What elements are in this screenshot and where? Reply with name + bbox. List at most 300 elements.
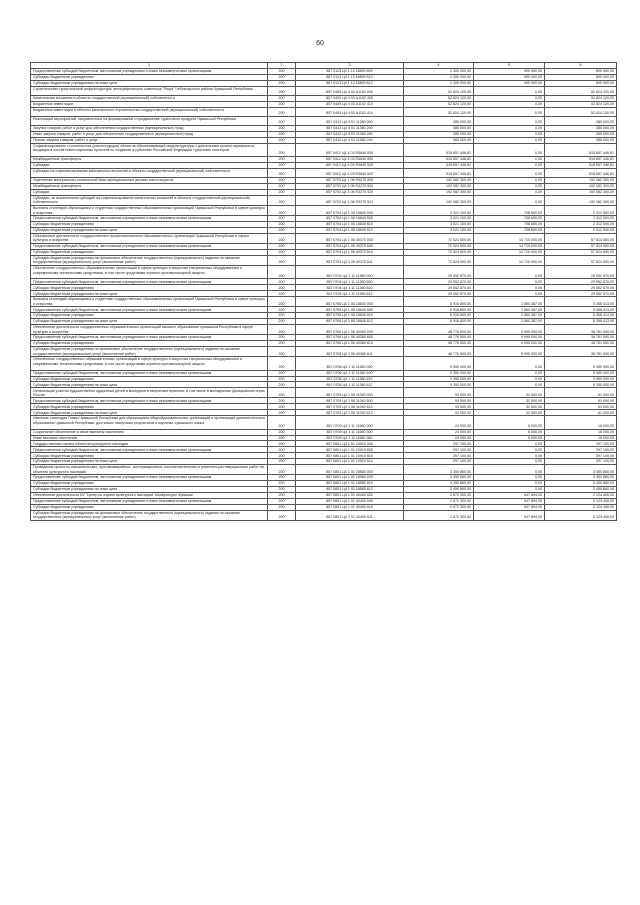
- row-amount-first: 0,00: [474, 137, 545, 143]
- row-description: Субсидии: [31, 189, 268, 195]
- row-amount-second: 5 356 413,00: [545, 297, 617, 307]
- row-amount-total: 9 350 000,00: [404, 370, 474, 376]
- row-budget-code: 857 0704 Ц4 1 06 40370 610: [296, 249, 404, 255]
- row-description: Субсидии бюджетным учреждениям на финансовое обеспечение государственного (муниципального) задания на оказание государственных (муниципальных) услуг (выполнение работ): [31, 346, 268, 356]
- row-description: Субсидии бюджетным учреждениям на иные цели: [31, 459, 268, 465]
- row-budget-code: 857 0703 Ц4 1 06 R3270 521: [296, 195, 404, 205]
- row-admin-code: 200: [268, 178, 296, 184]
- row-admin-code: 200: [268, 459, 296, 465]
- row-amount-first: 0,00: [474, 285, 545, 291]
- row-admin-code: 200: [268, 335, 296, 341]
- table-row: [31, 510, 617, 520]
- row-amount-second: 61 000,00: [545, 404, 617, 410]
- row-budget-code: 857 0706 Ц4 1 06 18840 000: [296, 297, 404, 307]
- row-budget-code: 857 0113 Ц4 1 13 18800 612: [296, 80, 404, 86]
- table-row: [31, 168, 617, 177]
- row-amount-total: 48 776 500,00: [404, 341, 474, 347]
- row-description: Организация участия художественно одаренных детей и молодежи в творческих проектах, в том числе в молодежных Дельфийских играх России: [31, 388, 268, 398]
- row-admin-code: 200: [268, 346, 296, 356]
- row-admin-code: 200: [268, 410, 296, 416]
- row-admin-code: 200: [268, 313, 296, 319]
- row-description: Бюджетные инвестиции: [31, 101, 268, 107]
- row-amount-first: 547 894,00: [474, 498, 545, 504]
- row-description: Обеспечение деятельности БУ "Центр по охране культурного наследия" Минкультуры Чувашии: [31, 492, 268, 498]
- row-budget-code: 857 0412 Ц4 4 03 R3840 500: [296, 157, 404, 163]
- row-budget-code: 857 0704 Ц4 1 06 18840 000: [296, 205, 404, 215]
- table-row: [31, 107, 617, 116]
- row-amount-second: 192 082 300,00: [545, 178, 617, 184]
- row-amount-second: 3 450 860,00: [545, 475, 617, 481]
- row-budget-code: 857 0409 Ц4 4 03 А1102 414: [296, 107, 404, 116]
- row-amount-total: 24 000,00: [404, 416, 474, 430]
- column-number: 6: [545, 63, 617, 69]
- row-amount-second: 3 450 860,00: [545, 481, 617, 487]
- row-amount-second: 52 824 120,00: [545, 86, 617, 95]
- row-budget-code: 857 0704 Ц4 1 11 11380 610: [296, 285, 404, 291]
- row-budget-code: 857 0409 Ц4 4 03 А1102 410: [296, 101, 404, 107]
- row-description: Межбюджетные трансферты: [31, 157, 268, 163]
- row-amount-second: 18 000,00: [545, 429, 617, 435]
- row-amount-second: 9 350 000,00: [545, 382, 617, 388]
- row-amount-second: 52 824 120,00: [545, 107, 617, 116]
- row-admin-code: 200: [268, 382, 296, 388]
- row-amount-second: 9 350 000,00: [545, 357, 617, 371]
- row-amount-second: 2 124 406,00: [545, 492, 617, 498]
- row-amount-second: 29 552 870,00: [545, 265, 617, 279]
- row-amount-total: 3 021 100,00: [404, 227, 474, 233]
- row-description: Предоставление субсидий бюджетным, автономным учреждениям и иным некоммерческим организациям: [31, 370, 268, 376]
- row-amount-total: 9 350 000,00: [404, 357, 474, 371]
- row-amount-first: 14 710 000,00: [474, 255, 545, 265]
- row-admin-code: 200: [268, 205, 296, 215]
- row-amount-first: 0,00: [474, 453, 545, 459]
- row-description: Субсидии бюджетным учреждениям: [31, 221, 268, 227]
- row-budget-code: 857 0409 Ц4 4 03 А1102 400: [296, 95, 404, 101]
- row-description: Государственная охрана объектов культурного наследия: [31, 441, 268, 447]
- row-amount-first: 0,00: [474, 162, 545, 168]
- table-row: [31, 255, 617, 265]
- row-description: Субсидии бюджетным учреждениям на иные цели: [31, 410, 268, 416]
- row-admin-code: 200: [268, 183, 296, 189]
- row-admin-code: 200: [268, 221, 296, 227]
- row-budget-code: 857 0113 Ц4 1 13 18800 600: [296, 68, 404, 74]
- row-description: Обеспечение государственных образовательных организаций в сфере культуры и искусства специальным оборудованием и современными техническими средствами, в том числе средствами охранно-противопожарной защиты: [31, 357, 268, 371]
- column-number: 5: [474, 63, 545, 69]
- row-admin-code: 200: [268, 441, 296, 447]
- row-amount-second: 515 657 446,81: [545, 168, 617, 177]
- row-description: Предоставление субсидий бюджетным, автономным учреждениям и иным некоммерческим организациям: [31, 447, 268, 453]
- table-row: [31, 357, 617, 371]
- row-amount-second: 385 000,00: [545, 137, 617, 143]
- row-amount-first: 32 500,00: [474, 388, 545, 398]
- row-admin-code: 200: [268, 107, 296, 116]
- row-amount-first: 9 995 000,00: [474, 346, 545, 356]
- row-amount-second: 57 814 500,00: [545, 233, 617, 243]
- row-amount-second: 297 100,00: [545, 453, 617, 459]
- row-amount-total: 515 657 446,81: [404, 162, 474, 168]
- row-description: Субсидии: [31, 162, 268, 168]
- row-amount-first: 14 710 000,00: [474, 249, 545, 255]
- row-description: Субсидии бюджетным учреждениям на иные цели: [31, 382, 268, 388]
- row-amount-total: 297 100,00: [404, 453, 474, 459]
- table-row: [31, 346, 617, 356]
- row-amount-total: 1 200 000,00: [404, 68, 474, 74]
- row-amount-first: 6 000,00: [474, 416, 545, 430]
- row-description: Обеспечение государственных образовательных организаций в сфере культуры и искусства специальным оборудованием и современными техническими средствами, в том числе средствами охранно-противопожарной защиты: [31, 265, 268, 279]
- row-budget-code: 857 0801 Ц4 1 01 10910 610: [296, 453, 404, 459]
- row-amount-first: 400 000,00: [474, 80, 545, 86]
- row-amount-second: 57 814 500,00: [545, 243, 617, 249]
- row-amount-first: 547 894,00: [474, 504, 545, 510]
- row-admin-code: 200: [268, 168, 296, 177]
- row-amount-first: 14 710 000,00: [474, 233, 545, 243]
- row-admin-code: 200: [268, 279, 296, 285]
- row-amount-total: 385 000,00: [404, 125, 474, 131]
- table-row: [31, 143, 617, 157]
- row-amount-second: 57 814 500,00: [545, 249, 617, 255]
- row-amount-second: 5 356 413,00: [545, 319, 617, 325]
- row-amount-second: 38 781 500,00: [545, 324, 617, 334]
- row-budget-code: 857 0412 Ц4 4 03 R3840 000: [296, 143, 404, 157]
- row-budget-code: 857 0706 Ц4 1 11 11380 600: [296, 370, 404, 376]
- row-budget-code: 857 0703 Ц4 1 06 R3270 500: [296, 183, 404, 189]
- row-description: Социальное обеспечение и иные выплаты населению: [31, 429, 268, 435]
- row-amount-second: 192 082 300,00: [545, 195, 617, 205]
- row-amount-first: 400 000,00: [474, 74, 545, 80]
- row-amount-total: 2 672 300,00: [404, 510, 474, 520]
- row-description: Субсидии бюджетным учреждениям на иные цели: [31, 291, 268, 297]
- table-row: [31, 297, 617, 307]
- row-amount-total: 52 824 120,00: [404, 95, 474, 101]
- row-admin-code: 200: [268, 95, 296, 101]
- row-budget-code: 857 0706 Ц4 1 06 40380 000: [296, 324, 404, 334]
- row-description: Капитальные вложения в объекты государственной (муниципальной) собственности: [31, 95, 268, 101]
- row-budget-code: 857 0113 Ц4 1 13 18800 610: [296, 74, 404, 80]
- row-amount-second: 52 824 120,00: [545, 101, 617, 107]
- row-description: Субсидии бюджетным учреждениям: [31, 74, 268, 80]
- row-amount-first: 708 600,00: [474, 216, 545, 222]
- row-amount-first: 0,00: [474, 459, 545, 465]
- row-amount-first: 0,00: [474, 131, 545, 137]
- row-amount-first: 0,00: [474, 265, 545, 279]
- row-admin-code: 200: [268, 376, 296, 382]
- row-amount-second: 61 000,00: [545, 398, 617, 404]
- row-description: Предоставление субсидий бюджетным, автономным учреждениям и иным некоммерческим организациям: [31, 279, 268, 285]
- row-budget-code: 857 0801 Ц4 1 01 40400 000: [296, 492, 404, 498]
- row-amount-second: 2 124 406,00: [545, 510, 617, 520]
- row-amount-second: 385 000,00: [545, 125, 617, 131]
- row-amount-total: 2 672 300,00: [404, 492, 474, 498]
- row-amount-total: 192 082 300,00: [404, 178, 474, 184]
- row-amount-total: 297 100,00: [404, 441, 474, 447]
- row-budget-code: 857 0704 Ц4 1 06 18840 610: [296, 221, 404, 227]
- row-amount-first: 547 894,00: [474, 510, 545, 520]
- row-amount-total: 515 657 446,81: [404, 168, 474, 177]
- row-amount-first: 0,00: [474, 143, 545, 157]
- row-amount-total: 93 500,00: [404, 410, 474, 416]
- row-amount-total: 93 500,00: [404, 404, 474, 410]
- row-budget-code: 857 0801 Ц4 1 01 18580 612: [296, 486, 404, 492]
- table-row: [31, 195, 617, 205]
- row-amount-total: 29 552 870,00: [404, 279, 474, 285]
- row-amount-total: 385 000,00: [404, 116, 474, 125]
- row-admin-code: 200: [268, 131, 296, 137]
- row-description: Субсидии бюджетным учреждениям на финансовое обеспечение государственного (муниципального) задания на оказание государственных (муниципальных) услуг (выполнение работ): [31, 255, 268, 265]
- row-admin-code: 200: [268, 370, 296, 376]
- row-amount-total: 3 021 100,00: [404, 221, 474, 227]
- row-admin-code: 200: [268, 319, 296, 325]
- row-budget-code: 857 0409 Ц4 4 03 А1102 000: [296, 86, 404, 95]
- row-description: Субсидии бюджетным учреждениям: [31, 404, 268, 410]
- row-amount-second: 2 312 500,00: [545, 221, 617, 227]
- row-amount-first: 708 600,00: [474, 205, 545, 215]
- row-admin-code: 200: [268, 324, 296, 334]
- row-budget-code: 857 0709 Ц4 1 06 11040 612: [296, 410, 404, 416]
- row-description: Проведение проектно-изыскательских, противоаварийных, консервационных, восстановительных и ремонтно-реставрационных работ на объектах культурного наследия: [31, 464, 268, 474]
- row-amount-first: 0,00: [474, 116, 545, 125]
- row-amount-total: 3 450 860,00: [404, 486, 474, 492]
- row-amount-second: 515 657 446,81: [545, 162, 617, 168]
- row-description: Иные закупки товаров, работ и услуг для обеспечения государственных (муниципальных) нужд: [31, 131, 268, 137]
- row-amount-second: 29 552 870,00: [545, 291, 617, 297]
- row-amount-second: 2 312 500,00: [545, 227, 617, 233]
- row-amount-total: 6 916 800,00: [404, 313, 474, 319]
- row-admin-code: 200: [268, 80, 296, 86]
- row-amount-total: 1 200 000,00: [404, 80, 474, 86]
- row-description: Субсидии бюджетным учреждениям: [31, 249, 268, 255]
- row-budget-code: 857 0704 Ц4 1 11 11380 612: [296, 291, 404, 297]
- row-budget-code: 857 0801 Ц4 1 01 18580 610: [296, 481, 404, 487]
- row-amount-second: 38 781 500,00: [545, 335, 617, 341]
- row-admin-code: 200: [268, 398, 296, 404]
- row-amount-total: 1 200 000,00: [404, 74, 474, 80]
- row-admin-code: 200: [268, 435, 296, 441]
- column-number: 3: [296, 63, 404, 69]
- row-admin-code: 200: [268, 504, 296, 510]
- row-admin-code: 200: [268, 453, 296, 459]
- row-amount-first: 0,00: [474, 357, 545, 371]
- row-amount-first: 0,00: [474, 189, 545, 195]
- row-amount-total: 2 672 300,00: [404, 498, 474, 504]
- row-amount-second: 9 350 000,00: [545, 370, 617, 376]
- row-amount-first: 0,00: [474, 157, 545, 163]
- row-budget-code: 857 0704 Ц4 1 06 40370 000: [296, 233, 404, 243]
- row-amount-total: 9 350 000,00: [404, 376, 474, 382]
- row-admin-code: 200: [268, 481, 296, 487]
- row-amount-second: 192 082 300,00: [545, 189, 617, 195]
- row-budget-code: 857 0704 Ц4 1 11 11380 600: [296, 279, 404, 285]
- row-amount-total: 52 824 120,00: [404, 107, 474, 116]
- row-amount-first: 6 000,00: [474, 435, 545, 441]
- row-description: Субсидии бюджетным учреждениям на финансовое обеспечение государственного (муниципального) задания на оказание государственных (муниципальных) услуг (выполнение работ): [31, 510, 268, 520]
- row-amount-first: 0,00: [474, 101, 545, 107]
- row-budget-code: 857 0706 Ц4 1 11 11380 610: [296, 376, 404, 382]
- row-admin-code: 200: [268, 447, 296, 453]
- row-amount-second: 2 312 500,00: [545, 205, 617, 215]
- row-admin-code: 200: [268, 341, 296, 347]
- column-number: 4: [404, 63, 474, 69]
- row-budget-code: 857 0706 Ц4 1 06 18840 612: [296, 319, 404, 325]
- row-budget-code: 857 0412 Ц4 4 01 11380 200: [296, 125, 404, 131]
- row-description: Предоставление субсидий бюджетным, автономным учреждениям и иным некоммерческим организациям: [31, 68, 268, 74]
- row-description: Предоставление субсидий бюджетным, автономным учреждениям и иным некоммерческим организациям: [31, 475, 268, 481]
- row-amount-first: 547 894,00: [474, 492, 545, 498]
- row-amount-total: 52 824 120,00: [404, 101, 474, 107]
- row-amount-total: 192 082 300,00: [404, 189, 474, 195]
- row-budget-code: 857 0412 Ц4 4 01 11380 244: [296, 137, 404, 143]
- row-amount-total: 6 916 800,00: [404, 307, 474, 313]
- row-description: Предоставление субсидий бюджетным, автономным учреждениям и иным некоммерческим организациям: [31, 498, 268, 504]
- row-budget-code: 857 0706 Ц4 1 06 40380 611: [296, 346, 404, 356]
- row-amount-second: 9 350 000,00: [545, 376, 617, 382]
- row-amount-total: 52 824 120,00: [404, 86, 474, 95]
- row-description: Субсидии бюджетным учреждениям: [31, 313, 268, 319]
- row-amount-first: 0,00: [474, 481, 545, 487]
- row-amount-first: 6 000,00: [474, 429, 545, 435]
- table-row: [31, 416, 617, 430]
- row-amount-total: 29 552 870,00: [404, 285, 474, 291]
- page-number: 60: [316, 40, 324, 47]
- row-amount-total: 515 657 446,81: [404, 143, 474, 157]
- row-amount-total: 72 524 500,00: [404, 233, 474, 243]
- row-admin-code: 200: [268, 125, 296, 131]
- row-admin-code: 200: [268, 291, 296, 297]
- row-amount-first: 14 710 000,00: [474, 243, 545, 249]
- row-description: Бюджетные инвестиции в объекты капитального строительства государственной (муниципальной) собственности: [31, 107, 268, 116]
- row-amount-total: 385 000,00: [404, 131, 474, 137]
- row-budget-code: 857 0801 Ц4 1 01 18580 600: [296, 475, 404, 481]
- row-amount-second: 2 312 500,00: [545, 216, 617, 222]
- row-amount-total: 93 500,00: [404, 398, 474, 404]
- table-row: [31, 265, 617, 279]
- row-amount-first: 0,00: [474, 382, 545, 388]
- row-amount-second: 18 000,00: [545, 416, 617, 430]
- row-budget-code: 857 0801 Ц4 1 01 10910 000: [296, 441, 404, 447]
- row-amount-first: 1 560 387,00: [474, 319, 545, 325]
- row-budget-code: 857 0412 Ц4 4 01 11380 000: [296, 116, 404, 125]
- row-amount-second: 38 781 500,00: [545, 341, 617, 347]
- row-amount-first: 0,00: [474, 125, 545, 131]
- row-amount-second: 61 000,00: [545, 388, 617, 398]
- row-admin-code: 200: [268, 510, 296, 520]
- row-budget-code: 857 0703 Ц4 1 06 R3270 000: [296, 178, 404, 184]
- row-amount-first: 0,00: [474, 107, 545, 116]
- row-admin-code: 200: [268, 492, 296, 498]
- row-description: Субсидии бюджетным учреждениям: [31, 376, 268, 382]
- row-description: Субсидии бюджетным учреждениям: [31, 504, 268, 510]
- row-admin-code: 200: [268, 157, 296, 163]
- row-budget-code: 857 0704 Ц4 1 06 40370 611: [296, 255, 404, 265]
- row-amount-first: 0,00: [474, 447, 545, 453]
- row-admin-code: 200: [268, 101, 296, 107]
- row-amount-total: 72 524 500,00: [404, 255, 474, 265]
- row-amount-first: 0,00: [474, 441, 545, 447]
- row-amount-first: 32 500,00: [474, 404, 545, 410]
- row-amount-total: 3 450 860,00: [404, 481, 474, 487]
- row-amount-second: 18 000,00: [545, 435, 617, 441]
- row-admin-code: 200: [268, 195, 296, 205]
- row-description: Предоставление субсидий бюджетным, автономным учреждениям и иным некоммерческим организациям: [31, 335, 268, 341]
- row-amount-first: 1 560 387,00: [474, 307, 545, 313]
- row-admin-code: 200: [268, 216, 296, 222]
- row-amount-total: 48 776 500,00: [404, 324, 474, 334]
- row-description: Выплаты стипендий обучающимся и студентам государственных образовательных организаций Чувашской Республики в сфере культуры и искусства: [31, 205, 268, 215]
- row-admin-code: 200: [268, 137, 296, 143]
- row-amount-total: 24 000,00: [404, 429, 474, 435]
- row-budget-code: 857 0706 Ц4 1 06 40380 610: [296, 341, 404, 347]
- row-amount-first: 0,00: [474, 168, 545, 177]
- row-amount-second: 3 450 860,00: [545, 464, 617, 474]
- row-admin-code: 200: [268, 233, 296, 243]
- row-amount-second: 192 082 300,00: [545, 183, 617, 189]
- row-admin-code: 200: [268, 243, 296, 249]
- row-amount-total: 515 657 446,81: [404, 157, 474, 163]
- row-amount-first: 9 995 000,00: [474, 324, 545, 334]
- row-amount-first: 0,00: [474, 370, 545, 376]
- row-description: Укрепление материально-технической базы муниципальных детских школ искусств: [31, 178, 268, 184]
- row-amount-second: 52 824 120,00: [545, 95, 617, 101]
- row-description: Субсидии бюджетным учреждениям на иные цели: [31, 486, 268, 492]
- row-description: Субсидии бюджетным учреждениям: [31, 341, 268, 347]
- row-budget-code: 857 0801 Ц4 1 01 10910 600: [296, 447, 404, 453]
- row-description: Обеспечение деятельности государственных образовательных организаций высшего образования Чувашской Республики в сфере культуры и искусства: [31, 324, 268, 334]
- row-amount-first: 400 000,00: [474, 68, 545, 74]
- row-budget-code: 857 0412 Ц4 4 03 R3840 520: [296, 162, 404, 168]
- row-amount-second: 515 657 446,81: [545, 143, 617, 157]
- row-description: Субсидии бюджетным учреждениям: [31, 285, 268, 291]
- row-description: Предоставление субсидий бюджетным, автономным учреждениям и иным некоммерческим организациям: [31, 307, 268, 313]
- row-budget-code: 857 0706 Ц4 1 06 18840 600: [296, 307, 404, 313]
- row-budget-code: 857 0412 Ц4 4 01 11380 240: [296, 131, 404, 137]
- row-admin-code: 200: [268, 285, 296, 291]
- row-amount-first: 0,00: [474, 183, 545, 189]
- row-admin-code: 200: [268, 255, 296, 265]
- row-amount-total: 192 082 300,00: [404, 195, 474, 205]
- row-budget-code: 857 0801 Ц4 1 01 18580 000: [296, 464, 404, 474]
- row-admin-code: 200: [268, 116, 296, 125]
- row-amount-total: 385 000,00: [404, 137, 474, 143]
- row-amount-total: 3 450 860,00: [404, 475, 474, 481]
- row-description: Субсидии бюджетным учреждениям на иные цели: [31, 319, 268, 325]
- row-amount-first: 32 500,00: [474, 398, 545, 404]
- row-budget-code: 857 0801 Ц4 1 01 40400 610: [296, 504, 404, 510]
- row-budget-code: 857 0706 Ц4 1 06 18840 610: [296, 313, 404, 319]
- column-number: 2: [268, 63, 296, 69]
- row-amount-second: 29 552 870,00: [545, 279, 617, 285]
- row-budget-code: 857 0704 Ц4 1 06 18840 612: [296, 227, 404, 233]
- row-amount-second: 29 552 870,00: [545, 285, 617, 291]
- row-budget-code: 857 0704 Ц4 1 06 18840 600: [296, 216, 404, 222]
- row-description: Субсидии бюджетным учреждениям на иные цели: [31, 80, 268, 86]
- row-admin-code: 200: [268, 307, 296, 313]
- row-amount-first: 0,00: [474, 195, 545, 205]
- row-amount-total: 29 552 870,00: [404, 291, 474, 297]
- row-amount-first: 708 600,00: [474, 227, 545, 233]
- row-budget-code: 857 0709 Ц4 1 11 11680 000: [296, 416, 404, 430]
- row-budget-code: 857 0706 Ц4 1 06 40380 600: [296, 335, 404, 341]
- budget-table: [30, 62, 617, 521]
- row-amount-second: 515 657 446,81: [545, 157, 617, 163]
- row-amount-total: 24 000,00: [404, 435, 474, 441]
- row-budget-code: 857 0709 Ц4 1 06 11040 600: [296, 398, 404, 404]
- table-row: [31, 86, 617, 95]
- row-description: Субсидии, за исключением субсидий на софинансирование капитальных вложений в объекты государственной (муниципальной) собственности: [31, 195, 268, 205]
- row-budget-code: 857 0709 Ц4 1 06 11040 000: [296, 388, 404, 398]
- table-row: [31, 324, 617, 334]
- row-admin-code: 200: [268, 404, 296, 410]
- budget-table-body: [31, 63, 617, 521]
- row-admin-code: 200: [268, 388, 296, 398]
